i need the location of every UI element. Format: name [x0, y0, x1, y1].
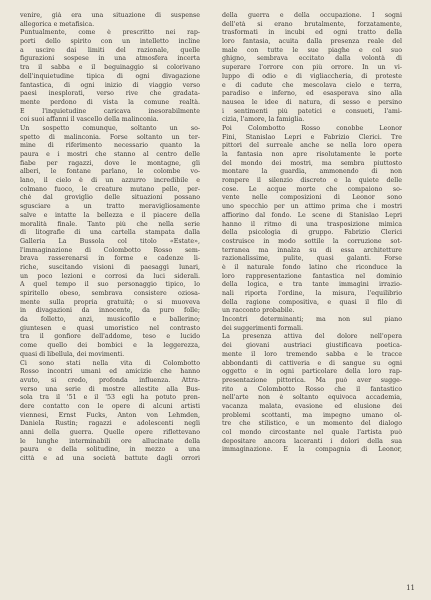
text-line: nausea le idee di natura, di sesso e persino [222, 98, 402, 106]
text-line: quasi di libellula, dei movimenti. [20, 350, 125, 358]
text-line: razionalissime, pulite, quasi galanti. Forse [222, 255, 402, 263]
text-line: verso una serie di mostre allestite alla Bus- [20, 385, 200, 393]
text-line: problemi scottanti, ma impegno umano ol- [222, 411, 402, 419]
text-line: anni della guerra. Quelle opere riflettevano [20, 429, 200, 436]
text-line: le lunghe interminabili ore allucinate della [20, 437, 200, 445]
text-line: paesi inesplorati, verso rive che gradata- [20, 90, 200, 98]
text-line: Rosso incontri umani ed amicizie che hanno [20, 368, 200, 376]
text-line: brava rasserenarsi in forme e cadenze li- [20, 255, 200, 263]
text-line: montare la guardia, ammonendo di non [222, 168, 402, 176]
text-line: della guerra e della occupazione. I sogni [222, 12, 402, 19]
text-line: A quel tempo il suo personaggio tipico, lo [20, 281, 200, 289]
text-line: salve e intatte la bellezza e il piacere della [20, 211, 200, 219]
text-line: come quello dei bombici e la leggerezza, [20, 342, 200, 350]
text-line: rito a Colombotto Rosso che il fantastico [222, 385, 402, 393]
text-line: moralità finale. Tanto più che nella serie [20, 220, 200, 228]
text-line: cizia, l'amore, la famiglia. [222, 116, 305, 124]
text-line: tra il gonfiore dell'addome, teso e lucido [20, 333, 200, 341]
text-line: uno specchio per un attimo prima che i mostri [222, 203, 402, 211]
text-line: della psicologia di gruppo. Fabrizio Clerici [222, 229, 402, 237]
text-line: nali riporta l'ordine, la misura, l'equilibrio [222, 290, 402, 297]
text-line: pittori del surreale anche se nella loro opera [222, 142, 402, 150]
right-text-column [222, 12, 402, 455]
text-line: avuto, si credo, profonda influenza. Attra- [20, 376, 200, 384]
text-line: nell'arte non è soltanto equivoca accademia, [222, 394, 402, 402]
text-line: tre che stilistico, e un momento del dialogo [222, 420, 402, 428]
text-line: presentazione pittorica. Ma può aver sugge- [222, 376, 402, 384]
text-line: costruisce in modo sottile la corruzione sot- [222, 237, 402, 245]
text-line: sola tra il '51 e il '53 egli ha potuto pren- [20, 394, 200, 402]
text-line: viennesi, Ernst Fucks, Anton von Lehmden, [20, 411, 200, 419]
text-line: cose. Le acque morte che compaiono so- [222, 185, 402, 193]
text-line: riche, suscitando visioni di paesaggi lunari, [20, 263, 200, 271]
text-line: dei suggerimenti formali. [222, 324, 304, 332]
text-line: col mondo circostante nel quale l'artista può [222, 429, 402, 436]
text-line: Puntualmente, come è prescritto nei rap- [20, 29, 200, 37]
text-line: ché dal groviglio delle situazioni possano [20, 194, 200, 202]
text-line: loro fantasia, acuita dalla presenza reale del [222, 38, 402, 46]
text-line: vacanza malata, evasione ed elusione dei [222, 402, 402, 410]
text-line: dei giovani austriaci giustificava poetica- [222, 342, 402, 350]
text-line: lano, il cielo è di un azzurro incredibile e [20, 177, 200, 185]
text-line: Un sospetto comunque, soltanto un so- [20, 124, 200, 132]
text-line: della logica, e tra tante immagini irrazio- [222, 281, 402, 289]
text-line: Ci sono stati nella vita di Colombotto [20, 359, 200, 367]
text-line: fantastica, di ogni inizio di viaggio verso [20, 81, 200, 89]
text-line: l'immaginazione di Colombotto Rosso sem- [20, 246, 200, 254]
text-line: mente sulla propria gratuità; o si muoveva [20, 298, 200, 306]
text-line: trasformati in incubi ed ogni tratto della [222, 29, 402, 37]
text-line: un racconto probabile. [222, 307, 295, 315]
text-line: La presenza attiva del dolore nell'opera [222, 333, 402, 341]
text-line: Fini, Stanislao Lepri e Fabrizio Clerici. Tre [222, 133, 402, 141]
text-line: venire, già era una situazione di suspense [20, 12, 200, 19]
text-line: immaginazione. E la compagnia di Leonor, [222, 446, 402, 454]
text-line: paura e i mostri che stanno al centro delle [20, 151, 200, 158]
text-line: mine di riferimento necessario quanto la [20, 142, 200, 150]
text-line: hanno il ritmo di una trasposizione mimica [222, 220, 402, 228]
text-line: terranea ma innalza su di essa architetture [222, 246, 402, 254]
text-line: la fantasia non apre risolutamente le porte [222, 151, 402, 158]
text-line: della ragione compositiva, e quasi il filo di [222, 298, 402, 306]
text-line: in divagazioni da innocente, da puro folle; [20, 307, 200, 315]
text-line: coi suoi affanni il vascello della malinconia. [20, 116, 159, 124]
text-line: e di cadute che mescolava cielo e terra, [222, 81, 402, 89]
text-line: alberi, le fontane parlano, le colombe vo- [20, 168, 200, 176]
text-line: tra il sabba e il beguinaggio si colorivano [20, 64, 200, 72]
text-line: paradiso e inferno, ed esasperava sino alla [222, 90, 402, 98]
text-line: porti dello spirito con un intelletto incline [20, 38, 200, 46]
text-line: fiabe per ragazzi, dove le montagne, gli [20, 159, 200, 167]
text-line: di litografie di una cartella stampata dalla [20, 229, 200, 237]
text-line: Galleria La Bussola col titolo «Estate», [20, 237, 200, 245]
page-number: 11 [406, 584, 415, 592]
text-line: E l'inquietudine caricava inesorabilmente [20, 107, 200, 115]
text-line: allegorica e metafisica. [20, 20, 95, 28]
text-line: luppo di odio e di vigliaccheria, di proteste [222, 72, 402, 80]
text-line: del mondo dei mostri, ma sembra piuttosto [222, 159, 402, 167]
text-line: i sentimenti più patetici e consueti, l'ami- [222, 107, 402, 115]
text-line: mente il loro tremendo sabba e le tracce [222, 350, 402, 358]
text-line: ghigno, sembrava eccitato dalla volontà di [222, 55, 402, 63]
text-line: città e ad una società battute dagli orrori [20, 455, 200, 463]
text-line: a uscire dai limiti del razionale, quelle [20, 46, 200, 54]
text-line: da folletto, anzi, musicofilo e ballerino; [20, 316, 200, 324]
text-line: spiritello obeso, sembrava consistere oziosa- [20, 290, 200, 297]
text-line: affiorino dal fondo. Le scene di Stanislao Lepri [222, 211, 402, 219]
left-text-column [20, 12, 200, 464]
text-line: Poi Colombotto Rosso conobbe Leonor [222, 124, 402, 132]
text-line: oggetto e in ogni particolare della loro rap- [222, 368, 402, 376]
text-line: figurazioni sospese in una atmosfera incerta [20, 55, 200, 63]
text-line: rompere il silenzio discreto e la quiete delle [222, 177, 402, 185]
text-line: sgusciare a un tratto meravigliosamente [20, 203, 200, 211]
text-line: un poco lezioni e corrosi da luci siderali. [20, 272, 200, 280]
text-line: Daniela Rustin; ragazzi e adolescenti negli [20, 420, 200, 428]
text-line: è il naturale fondo latino che riconduce la [222, 263, 402, 271]
text-line: dell'inquietudine tipica di ogni divagazione [20, 72, 200, 80]
text-line: colmano fuoco, le creature mutano pelle, per- [20, 185, 200, 193]
text-line: vente nelle composizioni di Leonor sono [222, 194, 402, 202]
text-line: dere contatto con le opere di alcuni artisti [20, 402, 200, 410]
text-line: abbondanti di cattiveria e di sangue su ogni [222, 359, 402, 367]
text-line: mente perdono di vista la comune realtà. [20, 98, 200, 106]
text-line: dell'età si erano brutalmente, forzatamente, [222, 20, 402, 28]
text-line: loro rappresentazione fantastica nel dominio [222, 272, 402, 280]
text-line: depositare ancora laceranti i dolori della sua [222, 437, 402, 445]
text-line: superare l'orrore con più orrore. In un vi- [222, 64, 402, 72]
text-line: paura e della solitudine, in mezzo a una [20, 446, 200, 454]
text-line: spetto di malinconia. Forse soltanto un ter- [20, 133, 200, 141]
text-line: Incontri determinanti; ma non sul piano [222, 316, 402, 324]
text-line: male con tutte le sue piaghe e col suo [222, 46, 402, 54]
text-line: giuntesen e quasi umoristico nel contrasto [20, 324, 200, 332]
